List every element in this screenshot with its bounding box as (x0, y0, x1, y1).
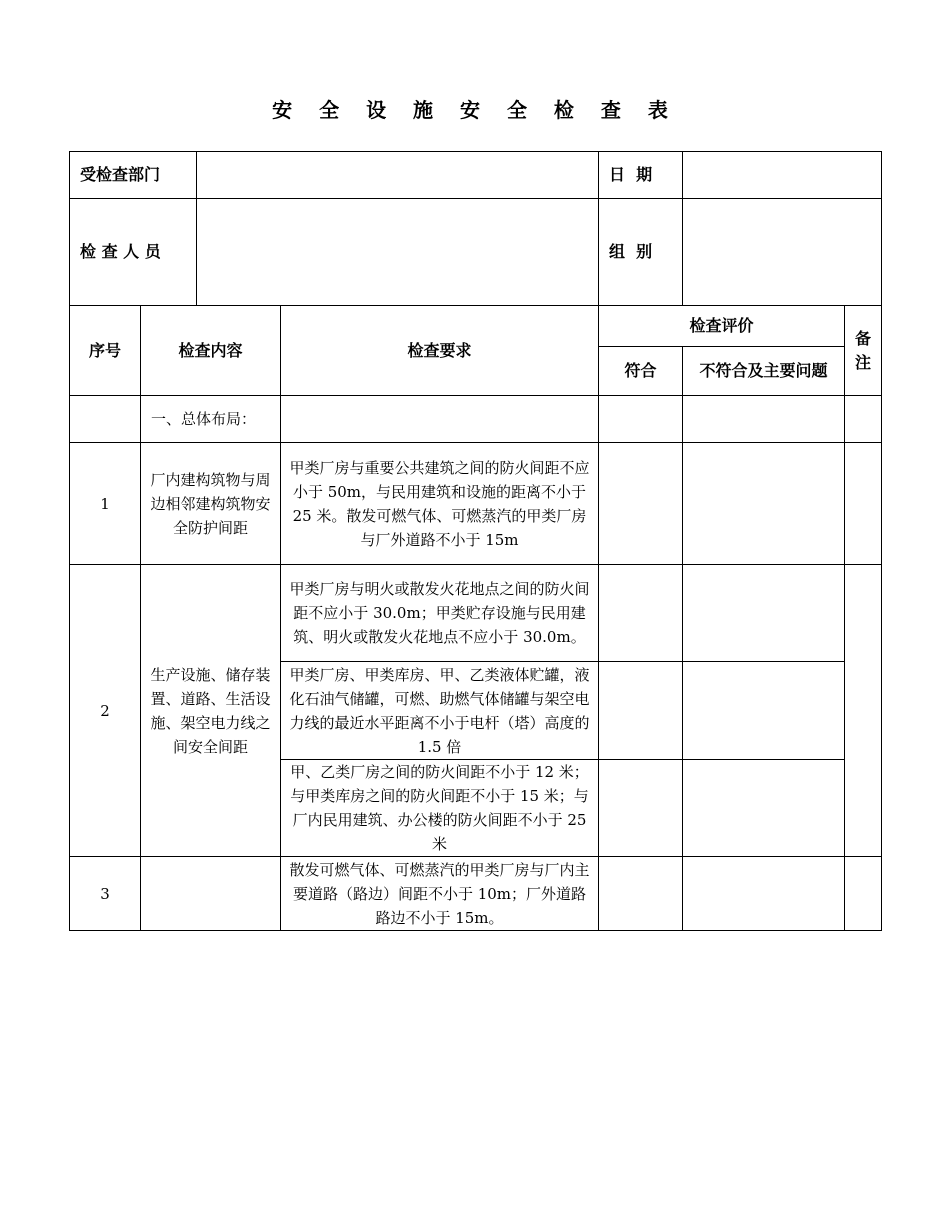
header-table (69, 151, 882, 306)
row-requirement: 散发可燃气体、可燃蒸汽的甲类厂房与厂内主要道路（路边）间距不小于 10m；厂外道路路边不小于 15m。 (281, 857, 599, 931)
col-requirement-header: 检查要求 (281, 306, 599, 396)
section-title: 一、总体布局： (141, 396, 281, 443)
row-no: 1 (70, 443, 141, 565)
pass-cell[interactable] (599, 760, 683, 857)
row-no: 3 (70, 857, 141, 931)
row-no: 2 (70, 565, 141, 857)
section-requirement-cell (281, 396, 599, 443)
row-requirement: 甲类厂房与明火或散发火花地点之间的防火间距不应小于 30.0m；甲类贮存设施与民用建筑、明火或散发火花地点不应小于 30.0m。 (281, 565, 599, 662)
col-fail-header: 不符合及主要问题 (683, 347, 845, 396)
pass-cell[interactable] (599, 857, 683, 931)
section-remark-cell[interactable] (845, 396, 882, 443)
dept-value[interactable] (197, 152, 599, 199)
col-remark-header: 备注 (845, 306, 882, 396)
inspector-label: 检 查 人 员 (70, 199, 197, 306)
pass-cell[interactable] (599, 565, 683, 662)
fail-cell[interactable] (683, 565, 845, 662)
pass-cell[interactable] (599, 443, 683, 565)
col-no-header: 序号 (70, 306, 141, 396)
fail-cell[interactable] (683, 443, 845, 565)
col-content-header: 检查内容 (141, 306, 281, 396)
fail-cell[interactable] (683, 857, 845, 931)
row-requirement: 甲、乙类厂房之间的防火间距不小于 12 米；与甲类库房之间的防火间距不小于 15 米；与厂内民用建筑、办公楼的防火间距不小于 25 米 (281, 760, 599, 857)
inspection-table (69, 305, 882, 931)
remark-cell[interactable] (845, 443, 882, 565)
fail-cell[interactable] (683, 662, 845, 760)
fail-cell[interactable] (683, 760, 845, 857)
date-value[interactable] (683, 152, 882, 199)
date-label: 日 期 (599, 152, 683, 199)
col-evaluation-header: 检查评价 (599, 306, 845, 347)
section-fail-cell[interactable] (683, 396, 845, 443)
row-requirement: 甲类厂房与重要公共建筑之间的防火间距不应小于 50m，与民用建筑和设施的距离不小于 25 米。散发可燃气体、可燃蒸汽的甲类厂房与厂外道路不小于 15m (281, 443, 599, 565)
section-pass-cell[interactable] (599, 396, 683, 443)
dept-label: 受检查部门 (70, 152, 197, 199)
section-no-cell (70, 396, 141, 443)
remark-cell[interactable] (845, 565, 882, 857)
row-content: 生产设施、储存装置、道路、生活设施、架空电力线之间安全间距 (141, 565, 281, 857)
row-requirement: 甲类厂房、甲类库房、甲、乙类液体贮罐，液化石油气储罐，可燃、助燃气体储罐与架空电力线的最近水平距离不小于电杆（塔）高度的 1.5 倍 (281, 662, 599, 760)
group-value[interactable] (683, 199, 882, 306)
page-title: 安 全 设 施 安 全 检 查 表 (272, 98, 678, 122)
group-label: 组 别 (599, 199, 683, 306)
pass-cell[interactable] (599, 662, 683, 760)
row-content: 厂内建构筑物与周边相邻建构筑物安全防护间距 (141, 443, 281, 565)
remark-cell[interactable] (845, 857, 882, 931)
inspector-value[interactable] (197, 199, 599, 306)
row-content (141, 857, 281, 931)
col-pass-header: 符合 (599, 347, 683, 396)
